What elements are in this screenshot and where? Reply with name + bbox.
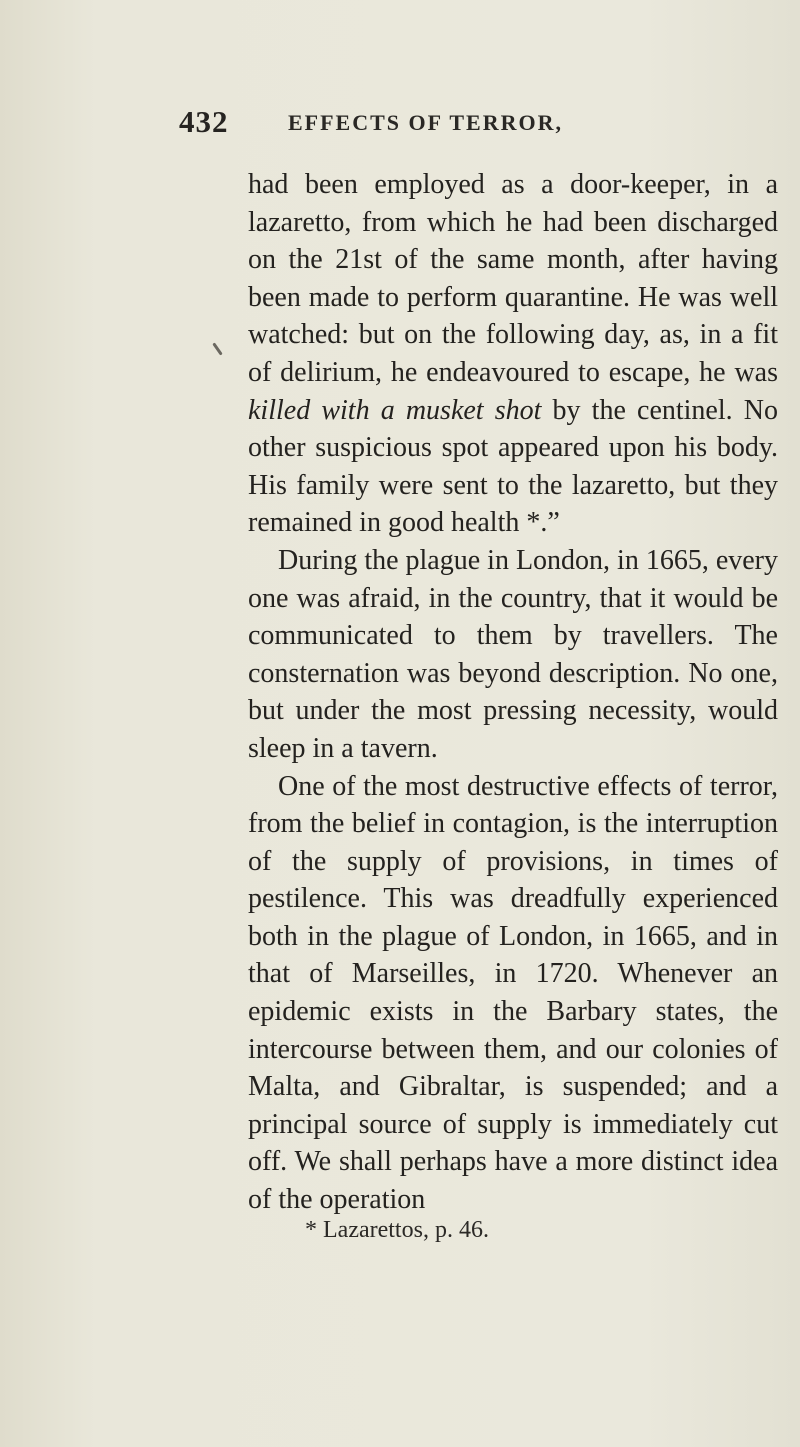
paper-mark [212, 342, 222, 355]
paragraph-2 [248, 542, 778, 768]
footnote: * Lazarettos, p. 46. [305, 1217, 489, 1243]
running-title: EFFECTS OF TERROR, [288, 110, 563, 135]
paragraph-1-text-b: by the centinel. No other suspicious spot appeared upon his body. His family were sent to the lazaretto, but they remained in good health *.” [248, 394, 778, 539]
paragraph-1 [248, 166, 778, 542]
page-number: 432 [179, 104, 229, 139]
body-text [248, 166, 778, 1219]
paragraph-1-italic: killed with a musket shot [248, 394, 542, 426]
paragraph-3 [248, 768, 778, 1219]
page-header [0, 104, 800, 144]
paragraph-2-text: During the plague in London, in 1665, every one was afraid, in the country, that it would be communicated to them by travellers. The consternation was beyond description. No one, but under the most pressing necessity, would sleep in a tavern. [248, 544, 779, 764]
paragraph-1-text-a: had been employed as a door-keeper, in a lazaretto, from which he had been discharged on the 21st of the same month, after having been made to perform quarantine. He was well watched: but on the following day, as, in a fit of delirium, he endeavoured to escape, he was [248, 169, 778, 388]
paragraph-3-text: One of the most destructive effects of terror, from the belief in contagion, is the interruption of the supply of provisions, in times of pestilence. This was dreadfully experienced both in the plague of London, in 1665, and in that of Marseilles, in 1720. Whenever an epidemic exists in the Barbary states, the intercourse between them, and our colonies of Malta, and Gibraltar, is suspended; and a principal source of supply is immediately cut off. We shall perhaps have a more distinct idea of the operation [248, 770, 778, 1216]
